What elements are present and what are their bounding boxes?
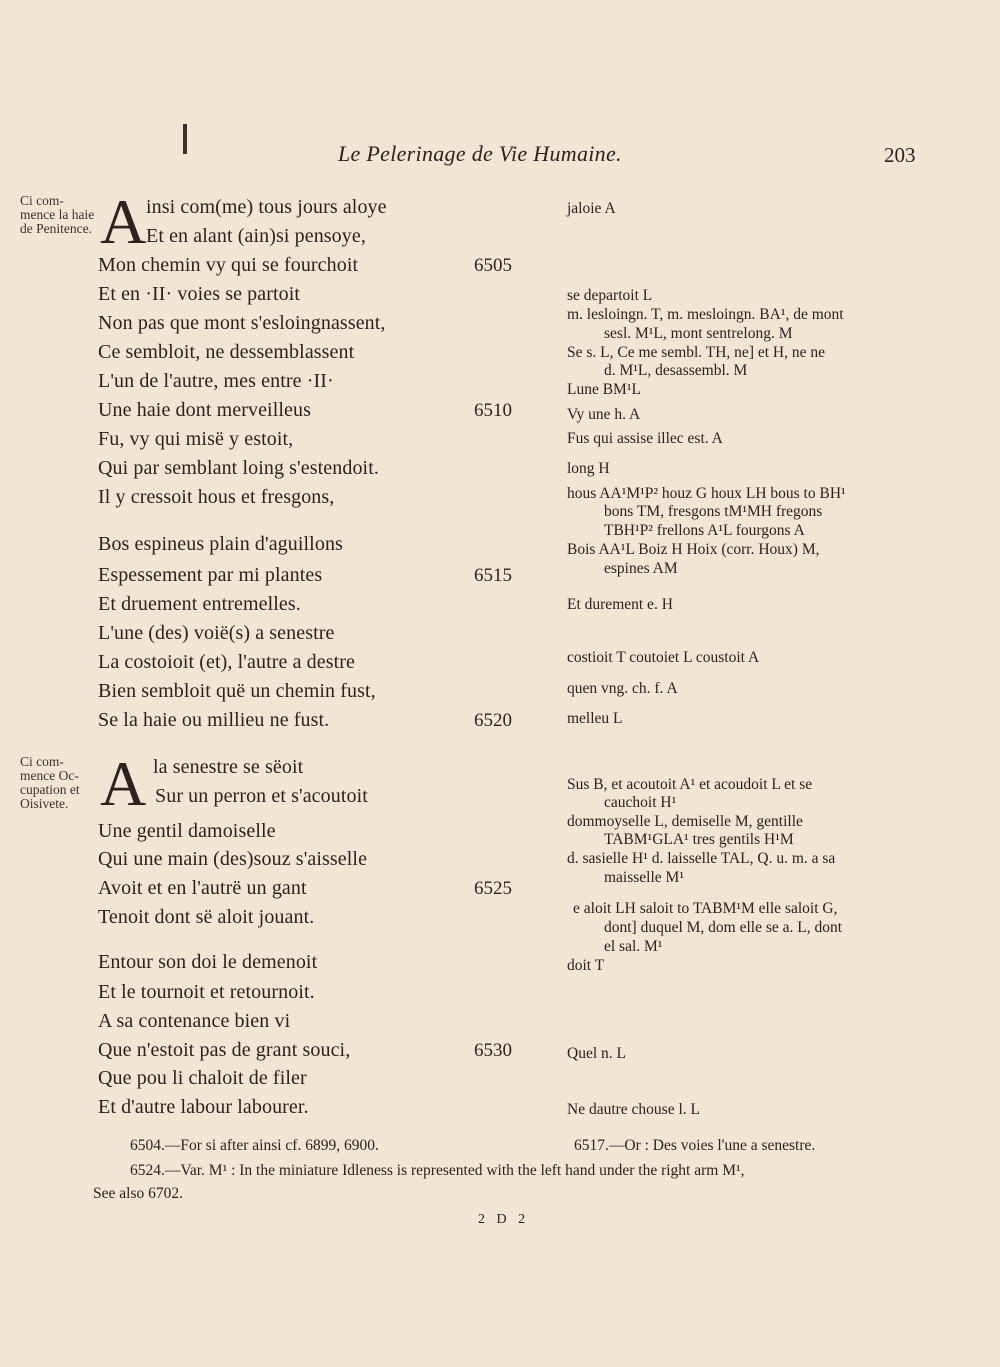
verse-line: L'une (des) voië(s) a senestre — [98, 622, 335, 644]
footnote: 6504.—For si after ainsi cf. 6899, 6900. — [130, 1137, 379, 1154]
variant-reading: maisselle M¹ — [604, 869, 684, 886]
verse-line: la senestre se sëoit — [153, 756, 304, 778]
variant-reading: d. sasielle H¹ d. laisselle TAL, Q. u. m. a sa — [567, 850, 836, 867]
drop-cap: A — [100, 186, 147, 257]
verse-line: insi com(me) tous jours aloye — [146, 196, 387, 218]
line-number: 6505 — [474, 255, 512, 276]
variant-reading: el sal. M¹ — [604, 938, 663, 955]
variant-reading: d. M¹L, desassembl. M — [604, 362, 748, 379]
variant-reading: TBH¹P² frellons A¹L fourgons A — [604, 522, 805, 539]
variant-reading: dont] duquel M, dom elle se a. L, dont — [604, 919, 843, 936]
verse-line: Ce sembloit, ne dessemblassent — [98, 341, 355, 363]
verse-line: Qui par semblant loing s'estendoit. — [98, 457, 379, 479]
footnote: See also 6702. — [93, 1185, 183, 1202]
variant-reading: quen vng. ch. f. A — [567, 680, 678, 697]
line-number: 6525 — [474, 878, 512, 899]
variant-reading: Lune BM¹L — [567, 381, 641, 398]
verse-line: Entour son doi le demenoit — [98, 951, 318, 973]
verse-line: Une gentil damoiselle — [98, 820, 276, 842]
variant-reading: se departoit L — [567, 287, 653, 304]
verse-line: Sur un perron et s'acoutoit — [155, 785, 368, 807]
drop-cap: A — [100, 748, 147, 819]
verse-line: Et le tournoit et retournoit. — [98, 981, 315, 1003]
verse-line: Espessement par mi plantes — [98, 564, 323, 586]
variant-reading: hous AA¹M¹P² houz G houx LH bous to BH¹ — [567, 485, 846, 502]
variant-reading: m. lesloingn. T, m. mesloingn. BA¹, de mont — [567, 306, 844, 323]
verse-line: Non pas que mont s'esloingnassent, — [98, 312, 386, 334]
variant-reading: Ne dautre chouse l. L — [567, 1101, 700, 1118]
running-title: Le Pelerinage de Vie Humaine. — [338, 141, 622, 166]
variant-reading: Se s. L, Ce me sembl. TH, ne] et H, ne ne — [567, 344, 825, 361]
verse-line: Fu, vy qui misë y estoit, — [98, 428, 294, 450]
variant-reading: jaloie A — [567, 200, 616, 217]
verse-line: Et en ·II· voies se partoit — [98, 283, 301, 305]
verse-line: Avoit et en l'autrë un gant — [98, 877, 307, 899]
verse-line: La costoioit (et), l'autre a destre — [98, 651, 355, 673]
variant-reading: e aloit LH saloit to TABM¹M elle saloit G, — [573, 900, 838, 917]
variant-reading: Quel n. L — [567, 1045, 626, 1062]
variant-reading: Bois AA¹L Boiz H Hoix (corr. Houx) M, — [567, 541, 820, 558]
footnote: 6517.—Or : Des voies l'une a senestre. — [574, 1137, 816, 1154]
line-number: 6520 — [474, 710, 512, 731]
variant-reading: Vy une h. A — [567, 406, 641, 423]
variant-reading: cauchoit H¹ — [604, 794, 677, 811]
variant-reading: dommoyselle L, demiselle M, gentille — [567, 813, 803, 830]
variant-reading: long H — [567, 460, 610, 477]
verse-line: Se la haie ou millieu ne fust. — [98, 709, 330, 731]
verse-line: Que pou li chaloit de filer — [98, 1067, 307, 1089]
verse-line: Il y cressoit hous et fresgons, — [98, 486, 335, 508]
variant-reading: bons TM, fresgons tM¹MH fregons — [604, 503, 823, 520]
footnote: 6524.—Var. M¹ : In the miniature Idleness is represented with the left hand under the right arm M¹, — [130, 1162, 745, 1179]
verse-line: Que n'estoit pas de grant souci, — [98, 1039, 351, 1061]
variant-reading: espines AM — [604, 560, 678, 577]
verse-line: Et d'autre labour labourer. — [98, 1096, 309, 1118]
variant-reading: Sus B, et acoutoit A¹ et acoudoit L et se — [567, 776, 813, 793]
verse-line: L'un de l'autre, mes entre ·II· — [98, 370, 334, 392]
verse-line: Bos espineus plain d'aguillons — [98, 533, 343, 555]
printer-mark — [183, 124, 187, 154]
signature-mark: 2 D 2 — [478, 1212, 530, 1227]
page-number: 203 — [884, 143, 916, 167]
variant-reading: sesl. M¹L, mont sentrelong. M — [604, 325, 793, 342]
line-number: 6515 — [474, 565, 512, 586]
verse-line: Et druement entremelles. — [98, 593, 301, 615]
verse-line: Bien sembloit quë un chemin fust, — [98, 680, 376, 702]
variant-reading: TABM¹GLA¹ tres gentils H¹M — [604, 831, 794, 848]
verse-line: Tenoit dont së aloit jouant. — [98, 906, 315, 928]
verse-line: Mon chemin vy qui se fourchoit — [98, 254, 359, 276]
verse-line: A sa contenance bien vi — [98, 1010, 291, 1032]
line-number: 6530 — [474, 1040, 512, 1061]
variant-reading: melleu L — [567, 710, 623, 727]
margin-note-oisivete: Ci com- mence Oc- cupation et Oisivete. — [20, 754, 80, 811]
verse-line: Une haie dont merveilleus — [98, 399, 311, 421]
verse-line: Qui une main (des)souz s'aisselle — [98, 848, 368, 870]
margin-note-penitence: Ci com- mence la haie de Penitence. — [20, 193, 95, 236]
variant-reading: doit T — [567, 957, 605, 974]
variant-reading: Fus qui assise illec est. A — [567, 430, 723, 447]
variant-reading: costioit T coutoiet L coustoit A — [567, 649, 760, 666]
variant-reading: Et durement e. H — [567, 596, 673, 613]
verse-line: Et en alant (ain)si pensoye, — [146, 225, 366, 247]
line-number: 6510 — [474, 400, 512, 421]
